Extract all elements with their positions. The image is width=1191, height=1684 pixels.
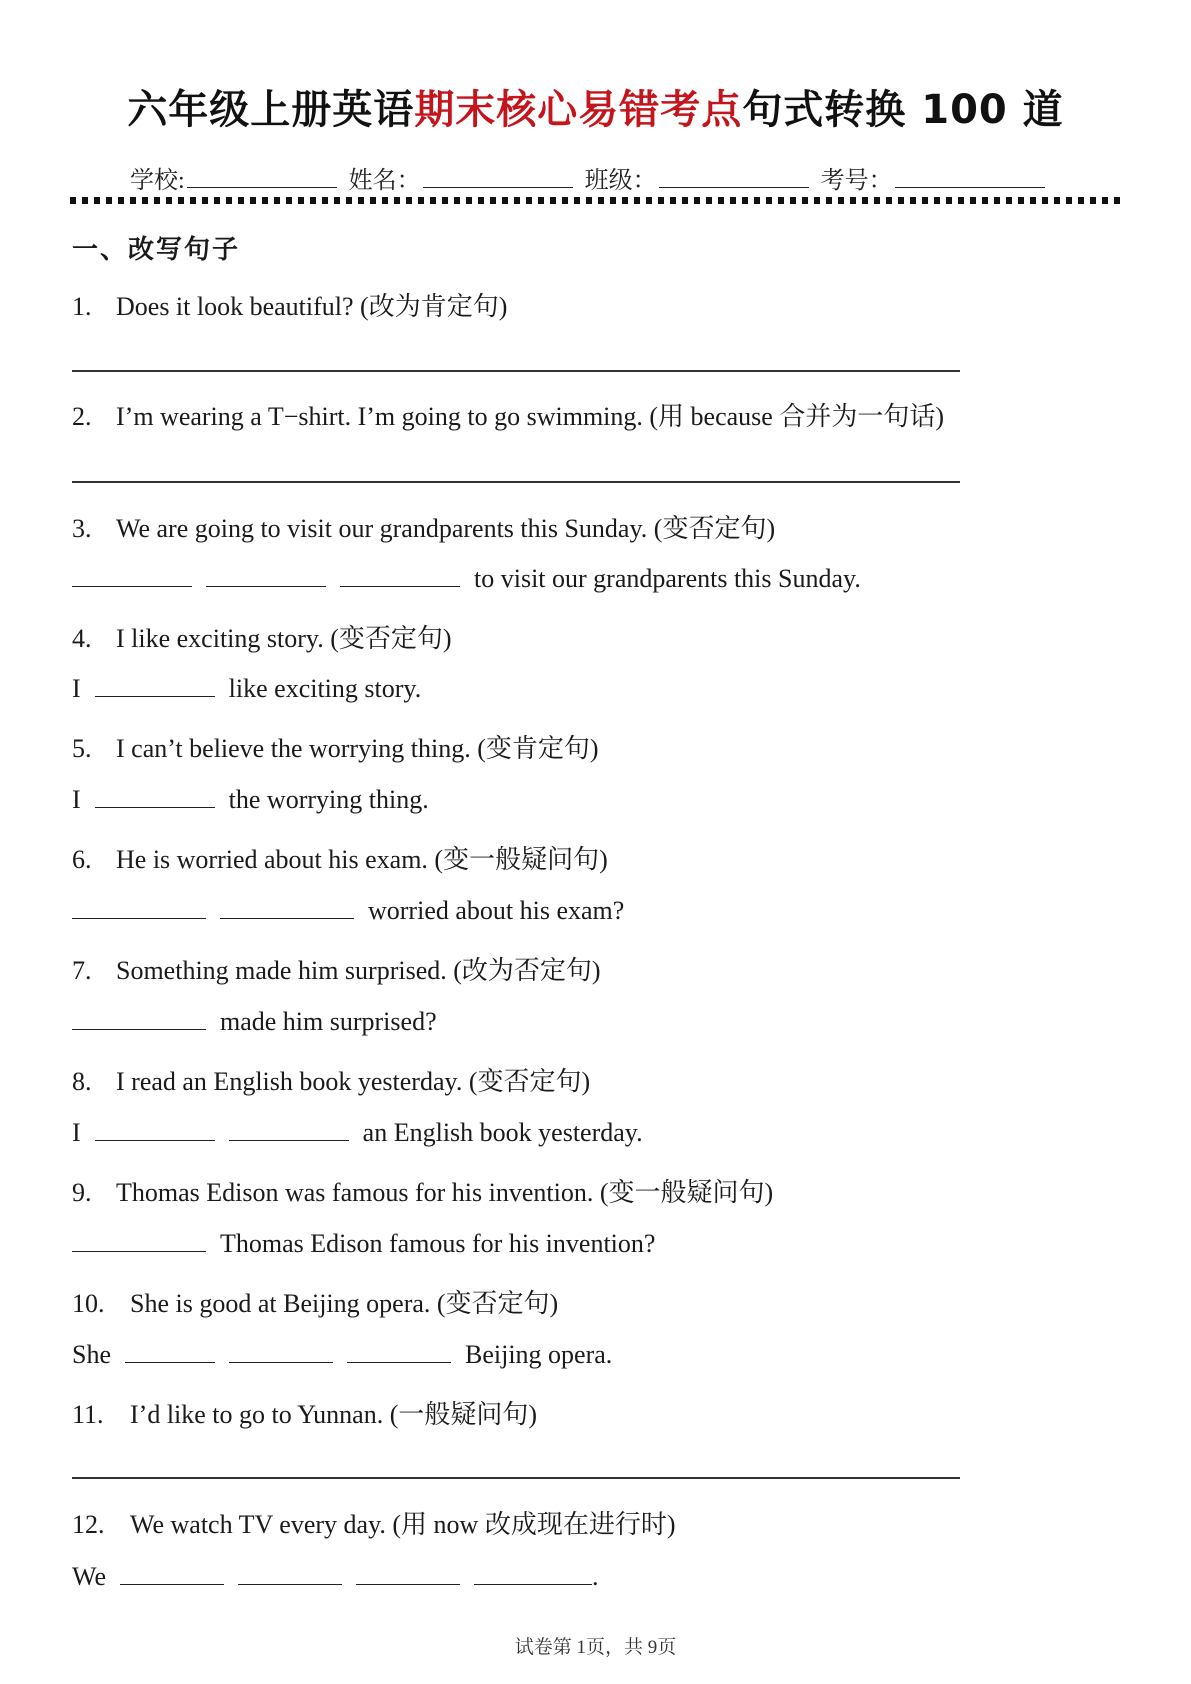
answer-7 — [72, 1005, 437, 1037]
blank[interactable] — [95, 672, 215, 697]
student-info-row — [130, 160, 1051, 195]
name-field[interactable] — [423, 165, 573, 188]
page-title — [0, 78, 1191, 135]
blank[interactable] — [220, 894, 354, 919]
question-text: I’d like to go to Yunnan. (一般疑问句) — [130, 1400, 538, 1429]
blank[interactable] — [95, 783, 215, 808]
blank[interactable] — [229, 1116, 349, 1141]
blank[interactable] — [72, 1227, 206, 1252]
question-number: 5. — [72, 734, 92, 763]
blank[interactable] — [229, 1338, 333, 1363]
answer-text: made him surprised? — [220, 1007, 437, 1036]
answer-prefix: I — [72, 674, 81, 703]
blank[interactable] — [340, 562, 460, 587]
question-4 — [72, 618, 452, 655]
answer-text: like exciting story. — [228, 674, 422, 703]
title-part3: 句式转换 100 道 — [742, 87, 1064, 133]
class-field[interactable] — [659, 165, 809, 188]
answer-text: an English book yesterday. — [362, 1118, 643, 1147]
question-1 — [72, 286, 507, 323]
question-number: 4. — [72, 624, 92, 653]
answer-12 — [72, 1560, 599, 1592]
answer-text: Beijing opera. — [465, 1340, 613, 1369]
blank[interactable] — [356, 1560, 460, 1585]
answer-4 — [72, 672, 421, 704]
question-number: 1. — [72, 292, 92, 321]
question-text: We are going to visit our grandparents this Sunday. (变否定句) — [116, 514, 776, 543]
answer-prefix: I — [72, 1118, 81, 1147]
blank[interactable] — [238, 1560, 342, 1585]
answer-9 — [72, 1227, 655, 1259]
answer-8 — [72, 1116, 643, 1148]
question-text: He is worried about his exam. (变一般疑问句) — [116, 845, 608, 874]
blank[interactable] — [72, 894, 206, 919]
question-number: 6. — [72, 845, 92, 874]
question-2 — [72, 396, 944, 433]
answer-prefix: She — [72, 1340, 111, 1369]
blank[interactable] — [347, 1338, 451, 1363]
class-label: 班级： — [584, 168, 657, 194]
answer-6 — [72, 894, 624, 926]
question-number: 3. — [72, 514, 92, 543]
section-title: 一、改写句子 — [72, 235, 241, 265]
question-text: I can’t believe the worrying thing. (变肯定句) — [116, 734, 599, 763]
question-number: 8. — [72, 1067, 92, 1096]
blank[interactable] — [125, 1338, 215, 1363]
question-3 — [72, 508, 775, 545]
answer-text: . — [592, 1562, 599, 1591]
question-11 — [72, 1394, 537, 1431]
school-label: 学校: — [130, 168, 185, 194]
question-10 — [72, 1283, 558, 1320]
exam-no-field[interactable] — [895, 165, 1045, 188]
question-text: I read an English book yesterday. (变否定句) — [116, 1067, 591, 1096]
question-number: 10. — [72, 1289, 105, 1318]
question-text: Does it look beautiful? (改为肯定句) — [116, 292, 508, 321]
title-part1: 六年级上册英语 — [127, 87, 415, 133]
question-text: She is good at Beijing opera. (变否定句) — [130, 1289, 559, 1318]
question-12 — [72, 1504, 675, 1541]
school-field[interactable] — [187, 165, 337, 188]
question-9 — [72, 1172, 773, 1209]
answer-text: the worrying thing. — [228, 785, 429, 814]
question-number: 11. — [72, 1400, 104, 1429]
question-number: 2. — [72, 402, 92, 431]
question-text: Something made him surprised. (改为否定句) — [116, 956, 601, 985]
blank[interactable] — [120, 1560, 224, 1585]
answer-10 — [72, 1338, 612, 1370]
question-number: 7. — [72, 956, 92, 985]
question-number: 9. — [72, 1178, 92, 1207]
dotted-divider — [70, 197, 1125, 204]
blank[interactable] — [206, 562, 326, 587]
answer-line-11[interactable] — [72, 1477, 960, 1479]
question-8 — [72, 1061, 590, 1098]
answer-prefix: We — [72, 1562, 106, 1591]
title-highlight: 期末核心易错考点 — [414, 87, 743, 133]
blank[interactable] — [95, 1116, 215, 1141]
question-6 — [72, 839, 608, 876]
question-number: 12. — [72, 1510, 105, 1539]
question-text: I like exciting story. (变否定句) — [116, 624, 452, 653]
answer-line-2[interactable] — [72, 481, 960, 483]
answer-5 — [72, 783, 429, 815]
blank[interactable] — [72, 1005, 206, 1030]
question-text: I’m wearing a T−shirt. I’m going to go swimming. (用 because 合并为一句话) — [116, 402, 944, 431]
answer-text: to visit our grandparents this Sunday. — [474, 564, 861, 593]
answer-text: worried about his exam? — [368, 896, 625, 925]
question-text: We watch TV every day. (用 now 改成现在进行时) — [130, 1510, 676, 1539]
question-text: Thomas Edison was famous for his invention. (变一般疑问句) — [116, 1178, 774, 1207]
question-7 — [72, 950, 601, 987]
page-footer: 试卷第 1页，共 9页 — [514, 1637, 677, 1658]
answer-3 — [72, 562, 861, 594]
name-label: 姓名： — [348, 168, 421, 194]
question-5 — [72, 728, 599, 765]
answer-text: Thomas Edison famous for his invention? — [220, 1229, 656, 1258]
blank[interactable] — [72, 562, 192, 587]
exam-no-label: 考号： — [820, 168, 893, 194]
blank[interactable] — [474, 1560, 592, 1585]
answer-prefix: I — [72, 785, 81, 814]
answer-line-1[interactable] — [72, 370, 960, 372]
